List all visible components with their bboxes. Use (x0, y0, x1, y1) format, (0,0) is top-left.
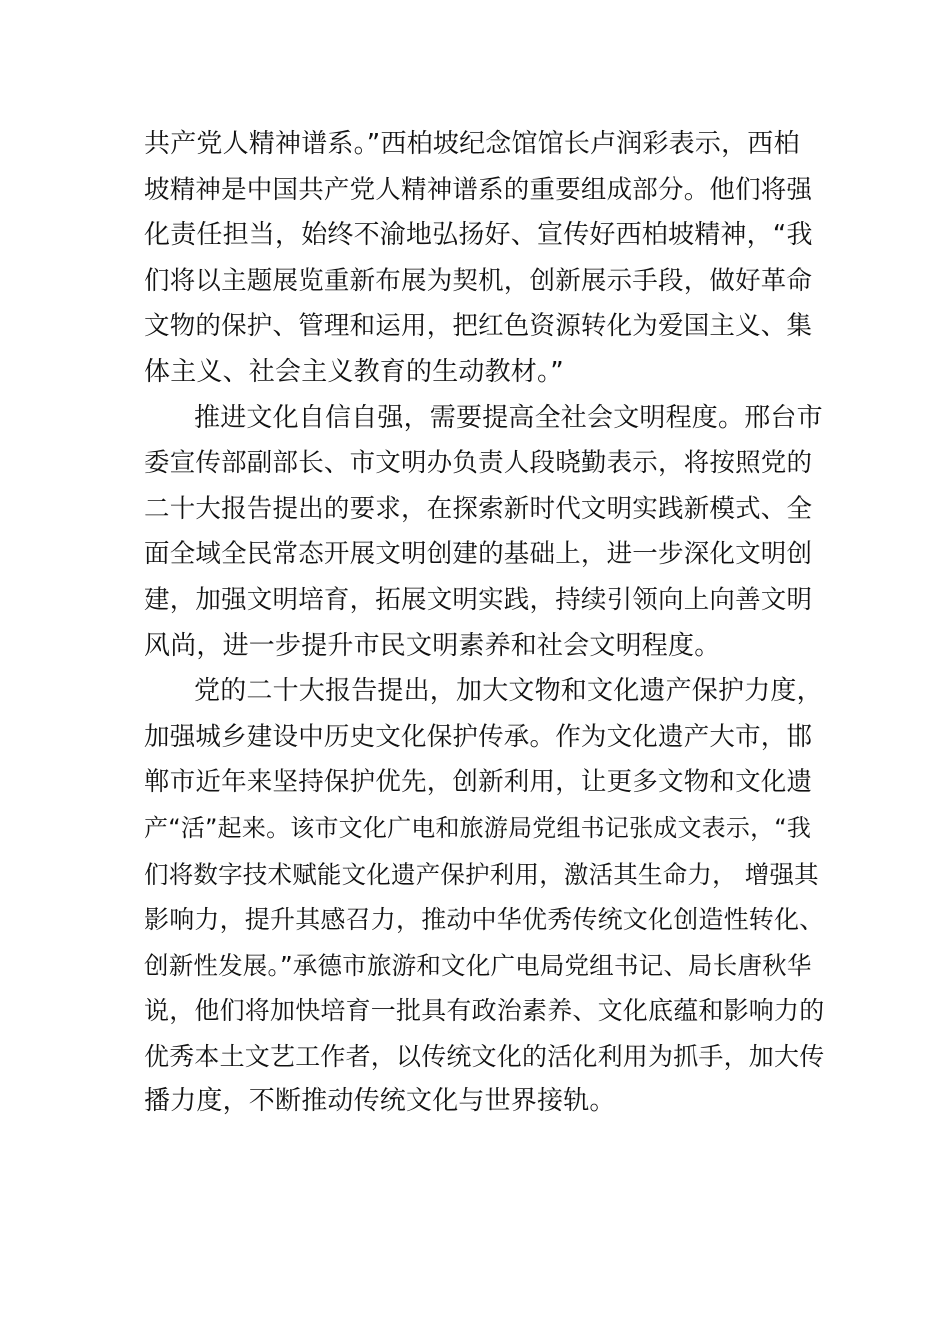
paragraph-line: 们将数字技术赋能文化遗产保护利用，激活其生命力， 增强其 (144, 859, 819, 889)
paragraph-line: 产“活”起来。该市文化广电和旅游局党组书记张成文表示，“我 (144, 813, 812, 842)
paragraph-line: 化责任担当，始终不渝地弘扬好、宣传好西柏坡精神，“我 (144, 220, 813, 251)
paragraph-line: 创新性发展。”承德市旅游和文化广电局党组书记、局长唐秋华 (144, 950, 812, 980)
paragraph-line: 坡精神是中国共产党人精神谱系的重要组成部分。他们将强 (144, 174, 813, 205)
paragraph-line: 郸市近年来坚持保护优先，创新利用，让更多文物和文化遗 (144, 767, 813, 798)
paragraph-line: 二十大报告提出的要求，在探索新时代文明实践新模式、全 (144, 493, 813, 524)
paragraph-line: 播力度，不断推动传统文化与世界接轨。 (144, 1086, 616, 1117)
paragraph-first-line: 推进文化自信自强，需要提高全社会文明程度。邢台市 (194, 402, 823, 433)
paragraph-line: 委宣传部副部长、市文明办负责人段晓勤表示，将按照党的 (144, 448, 813, 479)
paragraph-line: 风尚，进一步提升市民文明素养和社会文明程度。 (144, 630, 721, 661)
article-body (144, 122, 824, 1125)
paragraph-line: 优秀本土文艺工作者，以传统文化的活化利用为抓手，加大传 (144, 1041, 825, 1071)
paragraph-first-line: 党的二十大报告提出，加大文物和文化遗产保护力度， (194, 676, 823, 707)
paragraph-line: 们将以主题展览重新布展为契机，创新展示手段，做好革命 (144, 265, 813, 296)
paragraph-line: 建，加强文明培育，拓展文明实践，持续引领向上向善文明 (144, 584, 813, 615)
paragraph-line: 影响力，提升其感召力，推动中华优秀传统文化创造性转化、 (144, 905, 825, 935)
paragraph-line: 面全域全民常态开展文明创建的基础上，进一步深化文明创 (144, 539, 813, 570)
paragraph-line: 说，他们将加快培育一批具有政治素养、文化底蕴和影响力的 (144, 996, 825, 1026)
paragraph-line: 共产党人精神谱系。”西柏坡纪念馆馆长卢润彩表示，西柏 (144, 129, 800, 159)
paragraph-line: 加强城乡建设中历史文化保护传承。作为文化遗产大市，邯 (144, 721, 813, 752)
paragraph-line: 体主义、社会主义教育的生动教材。” (144, 356, 564, 387)
paragraph-line: 文物的保护、管理和运用，把红色资源转化为爱国主义、集 (144, 311, 813, 342)
